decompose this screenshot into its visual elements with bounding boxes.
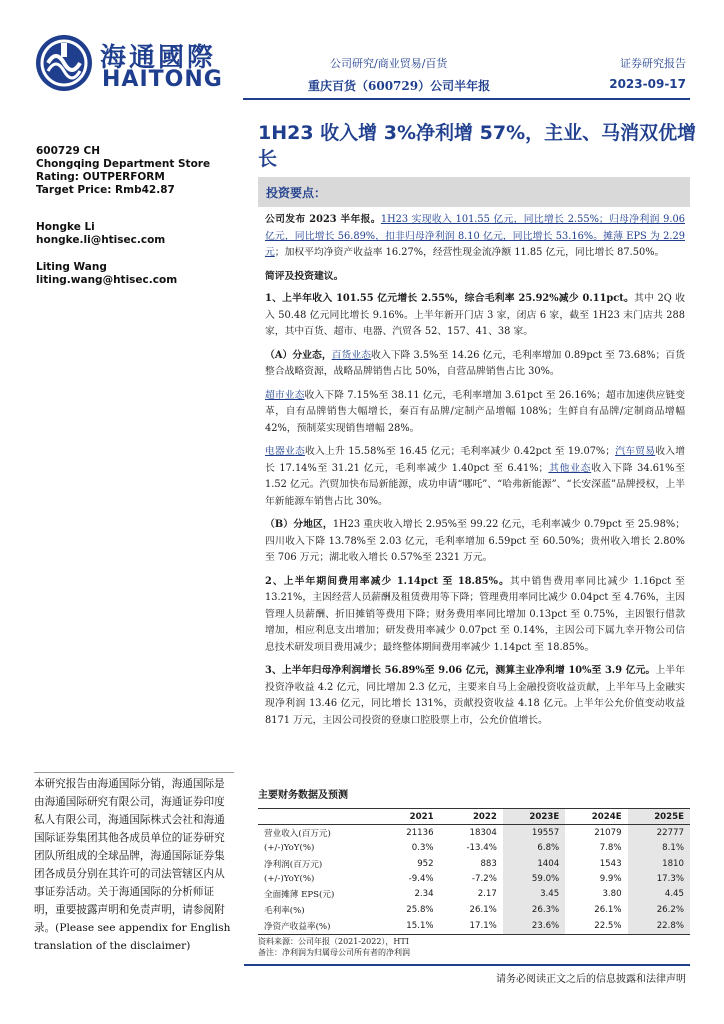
report-body (265, 212, 685, 736)
table-cell: 9.9% (599, 873, 622, 884)
table-header-row (258, 809, 690, 825)
paragraph-department-store (265, 348, 685, 381)
analyst-1 (36, 221, 236, 247)
other-text: 收入下降 34.61%至 1.52 亿元。汽贸加快布局新能源，成功申请“哪吒”、“哈弗新能源”、“长安深蓝”品牌授权，上半年新能源车销售占比 30%。 (265, 462, 685, 507)
table-cell: 8.1% (628, 841, 690, 856)
target-price: Target Price: Rmb42.87 (36, 184, 175, 196)
analyst-name: Hongke Li (36, 221, 95, 233)
analyst-name: Liting Wang (36, 261, 107, 273)
table-cell: 2.17 (477, 889, 497, 900)
table-cell: -13.4% (466, 843, 497, 854)
investment-heading-bar (258, 177, 690, 207)
report-date: 2023-09-17 (609, 77, 686, 91)
table-cell: 17.3% (628, 872, 690, 887)
table-cell: 21136 (406, 828, 434, 838)
table-cell: 25.8% (406, 905, 434, 916)
financial-table (258, 808, 690, 935)
table-cell: 7.8% (599, 843, 622, 854)
analyst-email[interactable]: hongke.li@htisec.com (36, 234, 166, 246)
segment-electronics: 电器业态 (265, 446, 305, 457)
segment-dept-store: 百货业态 (331, 349, 372, 361)
report-type: 证券研究报告 (620, 57, 686, 70)
note-line: 备注：净利润为归属母公司所有者的净利润 (258, 948, 410, 957)
table-cell: 全面摊薄 EPS(元) (264, 890, 335, 901)
table-cell: 营业收入(百万元) (264, 829, 331, 839)
table-cell: 毛利率(%) (264, 906, 305, 917)
table-cell: 59.0% (503, 872, 565, 887)
revenue-rest: 其中 2Q 收入 50.48 亿元同比增长 9.16%。上半年新开门店 3 家，闭店 6 家，截至 1H23 末门店共 288 家，其中百货、超市、电器、汽贸各 52、157、41、38 家。 (265, 293, 685, 337)
table-cell: 1810 (628, 856, 690, 872)
report-header-title: 重庆百货（600729）公司半年报 (308, 79, 491, 93)
stock-info (36, 145, 236, 197)
table-cell: 3.80 (602, 889, 622, 900)
analyst-email[interactable]: liting.wang@htisec.com (36, 274, 178, 286)
table-row (258, 841, 690, 856)
summary-highlight: 1H23 实现收入 101.55 亿元，同比增长 2.55%；归母净利润 9.06 亿元，同比增长 56.89%，扣非归母净利润 8.10 亿元，同比增长 53.16%。摊薄 EPS 为 2.29 元 (265, 214, 685, 258)
paragraph-revenue (265, 291, 685, 341)
table-cell: 6.8% (503, 841, 565, 856)
footer-divider (244, 964, 690, 966)
table-row (258, 872, 690, 887)
source-line: 资料来源：公司年报（2021-2022），HTI (258, 937, 409, 946)
table-cell: 15.1% (381, 918, 440, 935)
company-name: Chongqing Department Store (36, 158, 211, 170)
region-lead: （B）分地区， (265, 519, 333, 530)
table-cell: -7.2% (471, 873, 497, 884)
header-divider (243, 98, 690, 100)
table-cell: (+/-)YoY(%) (264, 873, 315, 884)
paragraph-electronics-auto (265, 444, 685, 510)
table-cell: 22.5% (565, 918, 627, 935)
haitong-logo (34, 33, 223, 95)
expenses-rest: 其中销售费用率同比减少 1.16pct 至 13.21%，主因经营人员薪酬及租赁费用等下降；管理费用率同比减少 0.04pct 至 4.76%，主因管理人员薪酬、折旧摊销等费用下降；财务费用率同比增加 0.13pct 至 0.75%，主因银行借款增加，相应利息支出增加；研发费用率减少 0.07pct 至 0.14%，主因公司下属九幸开物公司信息技术研发项目费用减少；最终整体期间费用率减少 1.14pct 至 18.85%。 (265, 575, 685, 653)
table-cell: 1404 (503, 856, 565, 872)
investment-heading: 投资要点： (266, 186, 327, 200)
dept-store-rest: 收入下降 3.5%至 14.26 亿元，毛利率增加 0.89pct 至 73.68%；百货整合战略资源，战略品牌销售占比 50%，自营品牌销售占比 30%。 (265, 349, 686, 377)
table-cell: 18304 (469, 828, 497, 838)
table-cell: 26.1% (469, 905, 497, 916)
disclaimer-divider (34, 772, 234, 773)
table-cell: 26.1% (594, 905, 622, 916)
segment-other: 其他业态 (548, 462, 592, 474)
table-cell: 21079 (594, 828, 622, 838)
table-cell: 17.1% (440, 918, 503, 935)
table-cell: 883 (480, 858, 497, 869)
auto-text: 收入增长 17.14%至 31.21 亿元，毛利率减少 1.40pct 至 6.41%； (265, 446, 686, 474)
table-cell: -9.4% (408, 873, 434, 884)
haitong-emblem-icon (34, 33, 94, 93)
ticker: 600729 CH (36, 145, 100, 157)
table-source (258, 936, 410, 958)
table-cell: 952 (417, 858, 434, 869)
table-cell: 26.3% (503, 902, 565, 918)
table-cell: 19557 (503, 825, 565, 842)
analyst-2 (36, 261, 236, 287)
electronics-text: 收入上升 15.58%至 16.45 亿元；毛利率减少 0.42pct 至 19.07%； (304, 446, 616, 457)
table-cell: 3.45 (503, 886, 565, 902)
paragraph-supermarket (265, 388, 685, 438)
table-row (258, 886, 690, 902)
footer-notice: 请务必阅读正文之后的信息披露和法律声明 (496, 974, 686, 985)
segment-auto: 汽车贸易 (615, 446, 656, 457)
table-cell: 23.6% (503, 918, 565, 935)
page-title: 1H23 收入增 3%净利增 57%，主业、马消双优增长 (258, 122, 697, 170)
summary-rest: ；加权平均净资产收益率 16.27%，经营性现金流净额 11.85 亿元，同比增长 87.50%。 (274, 247, 665, 258)
table-cell: 0.3% (411, 843, 434, 854)
paragraph-summary (265, 212, 685, 262)
table-header: 2023E (503, 809, 565, 825)
logo-english: HAITONG (102, 67, 223, 92)
expenses-lead: 2、上半年期间费用率减少 1.14pct 至 18.85%。 (265, 575, 510, 587)
table-cell: 2.34 (414, 889, 434, 900)
table-row (258, 902, 690, 918)
table-header: 2025E (628, 809, 690, 825)
profit-lead: 3、上半年归母净利润增长 56.89%至 9.06 亿元，测算主业净利增 10%至 3.9 亿元。 (265, 665, 656, 676)
revenue-lead: 1、上半年收入 101.55 亿元增长 2.55%，综合毛利率 25.92%减少 0.11pct。 (265, 293, 635, 304)
report-category: 公司研究/商业贸易/百货 (330, 57, 448, 70)
profit-rest: 上半年投资净收益 4.2 亿元，同比增加 2.3 亿元，主要来自马上金融投资收益贡献，上半年马上金融实现净利润 13.46 亿元，同比增长 131%，贡献投资收益 4.18 亿元。上半年公允价值变动收益 8171 万元，主因公司投资的登康口腔股票上市，公允价值增长。 (265, 665, 685, 726)
paragraph-net-profit (265, 663, 685, 729)
table-header: 2022 (440, 809, 503, 825)
paragraph-region (265, 517, 685, 567)
financial-table-title: 主要财务数据及预测 (258, 790, 348, 801)
segment-supermarket: 超市业态 (265, 389, 305, 401)
sidebar (36, 145, 236, 298)
table-header: 2024E (565, 809, 627, 825)
table-row (258, 856, 690, 872)
table-cell: 22.8% (628, 918, 690, 935)
table-header: 2021 (381, 809, 440, 825)
table-cell: 净资产收益率(%) (258, 918, 381, 935)
supermarket-rest: 收入下降 7.15%至 38.11 亿元，毛利率增加 3.61pct 至 26.16%；超市加速供应链变革，自有品牌销售大幅增长，秦百有品牌/定制产品增幅 108%；生鲜自有品牌/定制商品增幅 42%，预制菜实现销售增幅 28%。 (265, 389, 686, 434)
table-row (258, 918, 690, 935)
table-cell: 1543 (599, 858, 622, 869)
table-row (258, 825, 690, 842)
paragraph-expenses (265, 574, 685, 657)
table-cell: (+/-)YoY(%) (264, 843, 315, 854)
disclaimer: 本研究报告由海通国际分销，海通国际是由海通国际研究有限公司，海通证券印度私人有限公司，海通国际株式会社和海通国际证券集团其他各成员单位的证券研究团队所组成的全球品牌，海通国际证券集团各成员分别在其许可的司法管辖区内从事证券活动。关于海通国际的分析师证明，重要披露声明和免责声明，请参阅附录。(Please see appendix for English translation of the disclaimer) (34, 778, 231, 952)
summary-lead: 公司发布 2023 半年报。 (265, 214, 381, 225)
segment-lead: （A）分业态， (265, 349, 332, 361)
logo-chinese: 海通國際 (100, 43, 217, 73)
section-subtitle: 简评及投资建议。 (265, 270, 344, 282)
rating: Rating: OUTPERFORM (36, 171, 165, 183)
table-cell: 4.45 (628, 886, 690, 902)
table-cell: 22777 (628, 825, 690, 842)
table-header (258, 809, 381, 825)
region-rest: 1H23 重庆收入增长 2.95%至 99.22 亿元，毛利率减少 0.79pct 至 25.98%；四川收入下降 13.78%至 2.03 亿元，毛利率增加 6.59pct 至 60.50%；贵州收入增长 2.80%至 706 万元；湖北收入增长 0.57%至 2321 万元。 (265, 519, 685, 563)
table-cell: 26.2% (628, 902, 690, 918)
table-cell: 净利润(百万元) (264, 859, 323, 870)
